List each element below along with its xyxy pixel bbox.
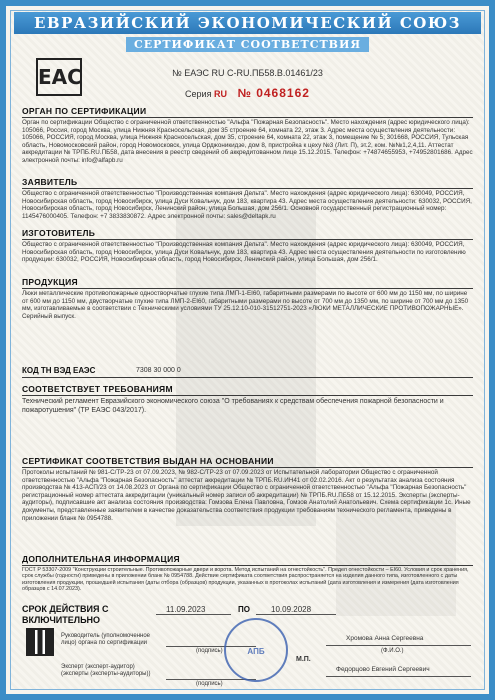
organ-text: Орган по сертификации Общество с ограниченной ответственностью "Альфа "Пожарная Безопасность". Место нахождения (адрес юридического лица): 105066, Россия, город Москва, улица Нижняя Красносельская, дом 35 строение 64, комната 22, этаж 3. Адрес места осуществления деятельности: 105066, РОССИЯ, город Москва, улица Нижняя Красносельская, дом 35, строение 64, комната 22, этаж 3, помещение № 5; 301668, РОССИЯ, Тульская область, Новомосковский район, город Новомосковск, улица Орджоникидзе, дом 8, пристройка к цеху №3 (Лит. П), эт.2, ком. №№1,2,4,11. Аттестат аккредитации № ТРПБ.RU.ПБ58, дата внесения в реестр сведений об аккредитованном лице 15.12.2015. Телефон: +74874655953, +74952801686. Адрес электронной почты: info@alfapb.ru <box>22 119 473 164</box>
validity-to-label: ПО <box>238 605 250 614</box>
validity-from-line <box>156 614 231 615</box>
head-signature-caption: (подпись) <box>196 648 223 654</box>
basis-text: Протоколы испытаний № 981-С/ТР-23 от 07.09.2023, № 982-С/ТР-23 от 07.09.2023 от Испытательной лаборатории Общество с ограниченной ответственностью "Альфа "Пожарная Безопасность" аттестат аккредитации № ТРПБ.RU.ИН41 от 02.02.2016. Акт о результатах анализа состояния производства № 413-АСП/23 от 14.08.2023 от Органа по сертификации Общество с ограниченной ответственностью "Альфа "Пожарная Безопасность" регистрационный номер аттестата аккредитации (уникальный номер записи об аккредитации) № ТРПБ.RU.ПБ58 от 15.12.2015. Эксперты (эксперты-аудиторы), подписавшие акт анализа состояния производства: Гомзова Елена Павловна, Гомзов Анатолий Анатольевич. Схема сертификации 1с. Иные документы, представленные заявителем в качестве доказательства соответствия продукции требованиям технического регламента, приведены в приложении бланк № 0954788. <box>22 469 471 522</box>
applicant-heading: ЗАЯВИТЕЛЬ <box>22 177 78 187</box>
section-divider <box>22 239 473 240</box>
section-divider <box>22 395 473 396</box>
tnved-label: КОД ТН ВЭД ЕАЭС <box>22 366 96 375</box>
head-name-caption: (Ф.И.О.) <box>381 648 404 654</box>
serial-number: № 0468162 <box>237 86 310 100</box>
serial-line <box>6 86 489 100</box>
basis-heading: СЕРТИФИКАТ СООТВЕТСТВИЯ ВЫДАН НА ОСНОВАНИИ <box>22 456 274 466</box>
stamp-mp-label: М.П. <box>296 656 311 663</box>
conformity-heading: СООТВЕТСТВУЕТ ТРЕБОВАНИЯМ <box>22 384 173 394</box>
additional-text: ГОСТ Р 53307-2009 "Конструкции строительные. Противопожарные двери и ворота. Метод испытаний на огнестойкость". Предел огнестойкости – EI60. Условия и срок хранения, срок службы (годности) приведены в приложении бланк № 0954788. Действие сертификата соответствия распространяется на изделия данного типа, изготовленного с даты изготовления продукции, прошедшей испытания (даты отбора (образцов) продукции, указанных в протоколах испытаний (дата изготовления и измерения (дата изготовления образцов с 14.07.2023). <box>22 567 469 593</box>
head-name-line <box>326 645 471 646</box>
product-heading: ПРОДУКЦИЯ <box>22 277 78 287</box>
validity-to-line <box>256 614 336 615</box>
expert-name-line <box>326 676 471 677</box>
manufacturer-text: Общество с ограниченной ответственностью "Производственная компания Дельта". Место нахождения (адрес юридического лица): 630049, РОССИЯ, Новосибирская область, город Новосибирск, улица Дуси Ковальчук, дом 183, квартира 43. Адрес места осуществления деятельности по изготовлению продукции: 630032, РОССИЯ, Новосибирская область, город Новосибирск, Ленинский район, улица Большая, дом 256/1. <box>22 241 466 264</box>
serial-series: RU <box>213 89 227 99</box>
conformity-text: Технический регламент Евразийского экономического союза "О требованиях к средствам обеспечения пожарной безопасности и пожаротушения" (ТР ЕАЭС 043/2017). <box>22 398 444 414</box>
section-divider <box>22 565 473 566</box>
qr-code-icon <box>26 628 54 656</box>
expert-name: Федорцово Евгений Сергеевич <box>336 666 430 673</box>
validity-from: 11.09.2023 <box>166 605 206 614</box>
serial-label: Серия <box>185 89 212 99</box>
section-divider <box>22 377 473 378</box>
validity-inclusive-label: ВКЛЮЧИТЕЛЬНО <box>22 615 101 625</box>
expert-signature-caption: (подпись) <box>196 681 223 687</box>
section-divider <box>22 117 473 118</box>
section-divider <box>22 288 473 289</box>
head-signature-label: Руководитель (уполномоченное лицо) органа по сертификации <box>61 633 151 646</box>
eac-logo-icon: EAC <box>36 58 82 96</box>
head-name: Хромова Анна Сергеевна <box>346 635 424 642</box>
organ-stamp-seal: АПБ <box>224 618 288 682</box>
tnved-value: 7308 30 000 0 <box>136 367 181 374</box>
organ-heading: ОРГАН ПО СЕРТИФИКАЦИИ <box>22 106 147 116</box>
section-divider <box>22 188 473 189</box>
union-banner: ЕВРАЗИЙСКИЙ ЭКОНОМИЧЕСКИЙ СОЮЗ <box>14 12 481 34</box>
certificate-title: СЕРТИФИКАТ СООТВЕТСТВИЯ <box>126 37 369 52</box>
certificate-number: № ЕАЭС RU С-RU.ПБ58.В.01461/23 <box>172 68 323 78</box>
manufacturer-heading: ИЗГОТОВИТЕЛЬ <box>22 228 96 238</box>
validity-to: 10.09.2028 <box>271 605 312 614</box>
validity-label: СРОК ДЕЙСТВИЯ С <box>22 604 109 614</box>
product-text: Люки металлические противопожарные одностворчатые глухие типа ЛМП-1-EI60, габаритными размерами по высоте от 600 мм до 1150 мм, по ширине от 600 мм до 1150 мм, двустворчатые глухие типа ЛМП-2-EI60, габаритными размерами по высоте от 700 мм до 1350 мм, по ширине от 700 мм до 1350 мм, изготавливаемые в соответствии с Техническими условиями ТУ 25.12.10-010-31512751-2023 «ЛЮКИ МЕТАЛЛИЧЕСКИЕ ПРОТИВОПОЖАРНЫЕ». Серийный выпуск. <box>22 290 469 320</box>
applicant-text: Общество с ограниченной ответственностью "Производственная компания Дельта". Место нахождения (адрес юридического лица): 630049, РОССИЯ, Новосибирская область, город Новосибирск, улица Дуси Ковальчук, дом 183, квартира 43. Адрес места осуществления деятельности: 630032, РОССИЯ, Новосибирская область, город Новосибирск, Ленинский район, улица Большая, дом 256/1. Основной государственный регистрационный номер: 1145476000405. Телефон: +7 3833830872. Адрес электронной почты: sales@deltapk.ru <box>22 190 472 220</box>
expert-signature-label: Эксперт (эксперт-аудитор) (эксперты (эксперты-аудиторы)) <box>61 664 151 677</box>
section-divider <box>22 467 473 468</box>
additional-heading: ДОПОЛНИТЕЛЬНАЯ ИНФОРМАЦИЯ <box>22 554 180 564</box>
